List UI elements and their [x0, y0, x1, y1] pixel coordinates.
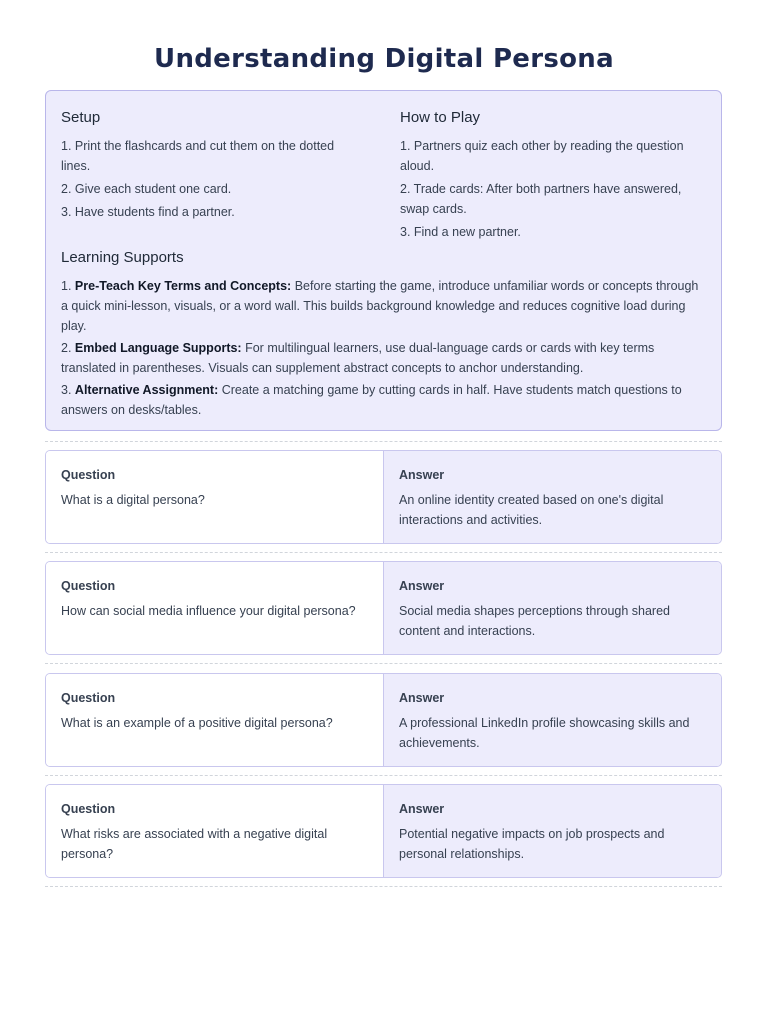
flashcard	[45, 673, 722, 767]
setup-step: 3. Have students find a partner.	[61, 205, 235, 219]
learning-supports-section	[61, 249, 706, 422]
question-text: What is an example of a positive digital persona?	[61, 716, 333, 730]
answer-text: An online identity created based on one's digital interactions and activities.	[399, 493, 664, 527]
answer-text: A professional LinkedIn profile showcasing skills and achievements.	[399, 716, 690, 750]
cut-line	[45, 775, 722, 776]
question-side	[46, 674, 384, 766]
support-item	[61, 276, 706, 336]
question-label: Question	[61, 802, 116, 816]
answer-label: Answer	[399, 802, 445, 816]
question-side	[46, 562, 384, 654]
question-side	[46, 785, 384, 877]
cut-line	[45, 663, 722, 664]
support-text: Before starting the game, introduce unfamiliar words or concepts through a quick mini-lesson, visuals, or a word wall. This builds background knowledge and reduces cognitive load during play.	[61, 279, 699, 333]
support-title: Embed Language Supports:	[74, 341, 242, 355]
cut-line	[45, 886, 722, 887]
setup-heading: Setup	[61, 109, 101, 126]
support-number: 3.	[61, 383, 72, 397]
support-text: Create a matching game by cutting cards in half. Have students match questions to answers on desks/tables.	[61, 383, 682, 417]
how-to-play-step: 1. Partners quiz each other by reading the question aloud.	[400, 139, 684, 173]
answer-label: Answer	[399, 468, 445, 482]
instructions-panel	[45, 90, 722, 431]
setup-step: 2. Give each student one card.	[61, 182, 232, 196]
learning-supports-heading: Learning Supports	[61, 249, 184, 266]
answer-side	[384, 562, 721, 654]
question-text: What risks are associated with a negative digital persona?	[61, 827, 328, 861]
setup-section	[61, 109, 361, 225]
how-to-play-heading: How to Play	[400, 109, 481, 126]
flashcard	[45, 784, 722, 878]
flashcard	[45, 450, 722, 544]
answer-side	[384, 785, 721, 877]
answer-label: Answer	[399, 579, 445, 593]
support-number: 1.	[61, 279, 72, 293]
how-to-play-section	[400, 109, 700, 245]
setup-step: 1. Print the flashcards and cut them on the dotted lines.	[61, 139, 335, 173]
question-side	[46, 451, 384, 543]
question-text: What is a digital persona?	[61, 493, 205, 507]
page-title: Understanding Digital Persona	[154, 44, 614, 74]
answer-side	[384, 451, 721, 543]
support-text: For multilingual learners, use dual-language cards or cards with key terms translated in parentheses. Visuals can supplement abstract concepts to anchor understanding.	[61, 341, 655, 375]
answer-label: Answer	[399, 691, 445, 705]
support-title: Alternative Assignment:	[74, 383, 219, 397]
support-item	[61, 380, 706, 420]
question-label: Question	[61, 579, 116, 593]
answer-side	[384, 674, 721, 766]
cut-line	[45, 552, 722, 553]
flashcard	[45, 561, 722, 655]
support-title: Pre-Teach Key Terms and Concepts:	[74, 279, 292, 293]
question-text: How can social media influence your digital persona?	[61, 604, 356, 618]
how-to-play-step: 2. Trade cards: After both partners have answered, swap cards.	[400, 182, 682, 216]
support-number: 2.	[61, 341, 72, 355]
question-label: Question	[61, 468, 116, 482]
answer-text: Social media shapes perceptions through shared content and interactions.	[399, 604, 671, 638]
cut-line	[45, 441, 722, 442]
answer-text: Potential negative impacts on job prospects and personal relationships.	[399, 827, 665, 861]
support-item	[61, 338, 706, 378]
question-label: Question	[61, 691, 116, 705]
how-to-play-step: 3. Find a new partner.	[400, 225, 521, 239]
